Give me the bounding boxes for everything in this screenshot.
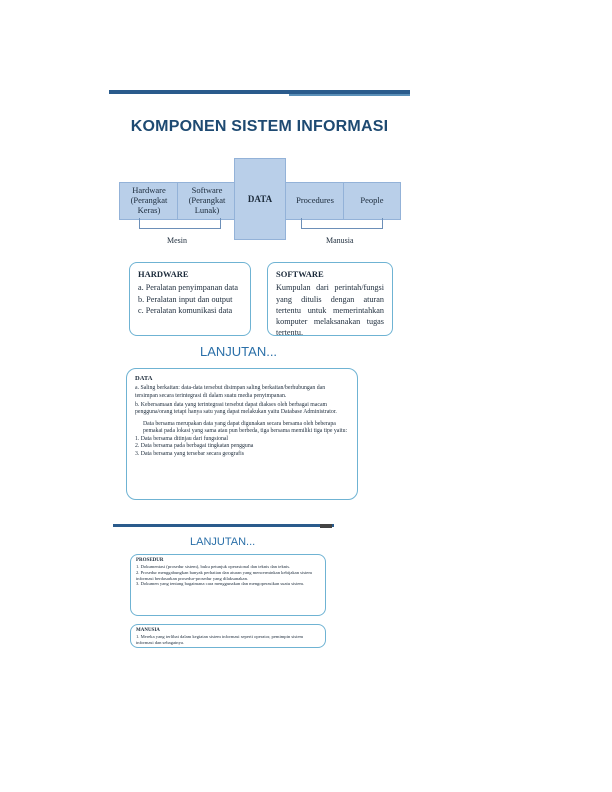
label-mesin: Mesin (167, 236, 187, 245)
bracket-mesin (139, 218, 221, 229)
label-manusia: Manusia (326, 236, 354, 245)
hardware-panel (129, 262, 251, 336)
prosedur-item: 1. Dokumentasi (prosedur sistem), buku petunjuk operasional dan teknis dan teknis. (136, 564, 291, 570)
slide-title: KOMPONEN SISTEM INFORMASI (130, 118, 389, 135)
data-list-item: 1. Data bersama ditinjau dari fungsional (135, 435, 229, 442)
hardware-item: a. Peralatan penyimpanan data (138, 283, 239, 293)
box-software: Software (Perangkat Lunak) (177, 182, 237, 220)
slide-lanjutan-prosedur (113, 524, 334, 648)
box-people: People (343, 182, 401, 220)
prosedur-item: 2. Prosedur menggabungkan banyak perhatian dan aturan yang mencerminkan kebijakan sistem informasi berdasarkan prosedur-prosedur yang dilaksanakan. (136, 569, 312, 581)
software-panel-title: SOFTWARE (276, 269, 324, 279)
box-hardware: Hardware (Perangkat Keras) (119, 182, 179, 220)
data-paragraph: Data bersama merupakan data yang dapat digunakan secara bersama oleh beberapa pemakai pada lokasi yang sama atau pun berbeda, tiga bersama memiliki tiga tipe yaitu: (143, 420, 348, 435)
prosedur-panel (130, 554, 326, 616)
data-item: b. Kebersamaan data yang terintegrasi tersebut dapat diakses oleh berbagai macam pengguna/orang tetapi hanya satu yang dapat melakukan yaitu Database Administrator. (135, 401, 337, 416)
bracket-manusia (301, 218, 383, 229)
manusia-panel (130, 624, 326, 648)
slide-komponen (109, 90, 410, 340)
hardware-item: c. Peralatan komunikasi data (138, 305, 233, 315)
slide-lanjutan-data (120, 340, 360, 505)
box-procedures: Procedures (285, 182, 345, 220)
hardware-item: b. Peralatan input dan output (138, 294, 233, 304)
software-panel (267, 262, 393, 336)
manusia-item: 1. Mereka yang terlibat dalam kegiatan sistem informasi seperti operator, pemimpin sistem informasi dan sebagainya. (136, 634, 304, 645)
hardware-panel-title: HARDWARE (138, 269, 189, 279)
data-panel-title: DATA (135, 375, 153, 382)
slide-top-rule-accent (289, 94, 410, 96)
lanjutan-heading: LANJUTAN... (200, 344, 278, 359)
data-list-item: 2. Data bersama pada berbagai tingkatan pengguna (135, 443, 254, 450)
prosedur-title: PROSEDUR (136, 558, 164, 563)
slide-badge (320, 524, 332, 528)
lanjutan-heading: LANJUTAN... (190, 536, 256, 548)
data-panel (126, 368, 358, 500)
box-data: DATA (234, 158, 286, 240)
prosedur-item: 3. Dokumen yang tentang bagaimana cara menggunakan dan mengoperasikan suatu sistem. (136, 581, 305, 587)
data-item: a. Saling berkaitan: data-data tersebut disimpan saling berkaitan/berhubungan dan tersimpan secara terintegrasi di dalam suatu media penyimpanan. (135, 385, 326, 399)
software-panel-text: Kumpulan dari perintah/fungsi yang ditulis dengan aturan tertentu untuk memerintahkan komputer melaksanakan tugas tertentu. (276, 283, 384, 337)
slide-top-rule (113, 524, 334, 527)
data-list-item: 3. Data bersama yang tersebar secara geografis (135, 450, 244, 457)
manusia-title: MANUSIA (136, 628, 160, 633)
